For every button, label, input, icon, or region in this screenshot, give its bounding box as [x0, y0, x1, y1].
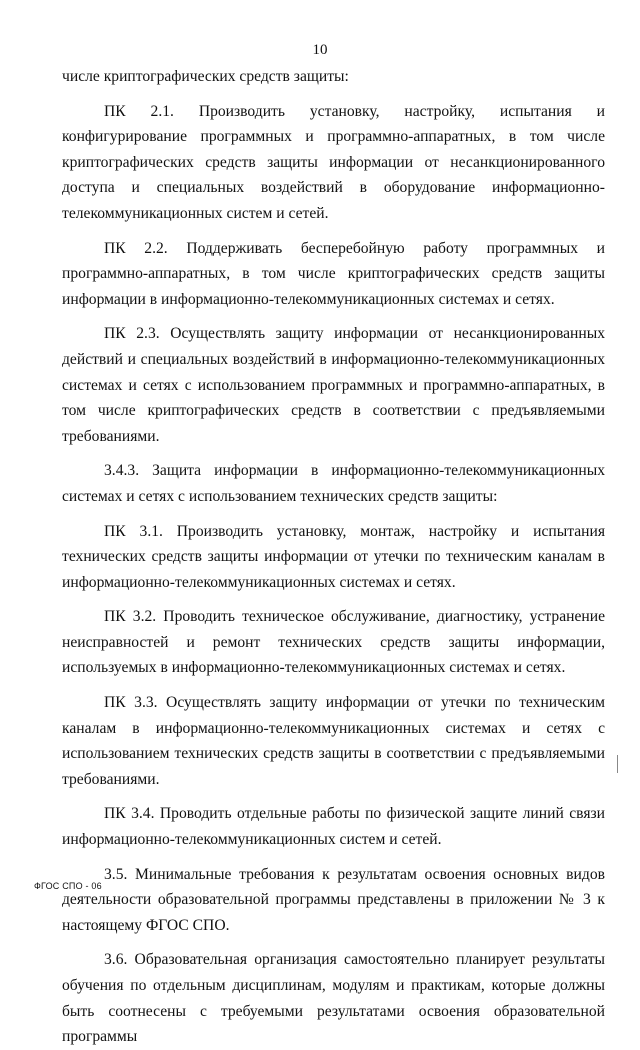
paragraph: ПК 3.1. Производить установку, монтаж, настройку и испытания технических средств защиты информации от утечки по техническим каналам в информационно-телекоммуникационных системах и сетях.	[62, 522, 605, 591]
paragraph: 3.6. Образовательная организация самостоятельно планирует результаты обучения по отдельным дисциплинам, модулям и практикам, которые должны быть соотнесены с требуемыми результатами освоения образовательной программы	[62, 951, 605, 1046]
paragraph: ПК 2.3. Осуществлять защиту информации от несанкционированных действий и специальных воздействий в информационно-телекоммуникационных системах и сетях с использованием программных и программно-аппаратных, в том числе криптографических средств в соответствии с предъявляемыми требованиями.	[62, 325, 605, 445]
paragraph: ПК 3.3. Осуществлять защиту информации от утечки по техническим каналам в информационно-телекоммуникационных системах и сетях с использованием технических средств защиты в соответствии с предъявляемыми требованиями.	[62, 694, 605, 788]
page-number: 10	[312, 42, 328, 58]
paragraph: ПК 3.4. Проводить отдельные работы по физической защите линий связи информационно-телекоммуникационных систем и сетей.	[62, 805, 605, 849]
paragraph: ПК 3.2. Проводить техническое обслуживание, диагностику, устранение неисправностей и ремонт технических средств защиты информации, используемых в информационно-телекоммуникационных системах и сетях.	[62, 608, 605, 677]
paragraph: ПК 2.1. Производить установку, настройку, испытания и конфигурирование программных и программно-аппаратных, в том числе криптографических средств защиты информации от несанкционированного доступа и специальных воздействий в оборудование информационно-телекоммуникационных систем и сетей.	[62, 102, 605, 222]
paragraph: ПК 2.2. Поддерживать бесперебойную работу программных и программно-аппаратных, в том числе криптографических средств защиты информации в информационно-телекоммуникационных системах и сетях.	[62, 239, 605, 308]
scan-artifact	[617, 755, 618, 773]
paragraph: 3.4.3. Защита информации в информационно-телекоммуникационных системах и сетях с использованием технических средств защиты:	[62, 462, 605, 505]
paragraph: числе криптографических средств защиты:	[62, 68, 349, 85]
paragraph: 3.5. Минимальные требования к результатам освоения основных видов деятельности образовательной программы представлены в приложении № 3 к настоящему ФГОС СПО.	[62, 865, 605, 934]
page-body	[62, 64, 605, 1050]
page-footer: ФГОС СПО - 06	[34, 881, 102, 891]
